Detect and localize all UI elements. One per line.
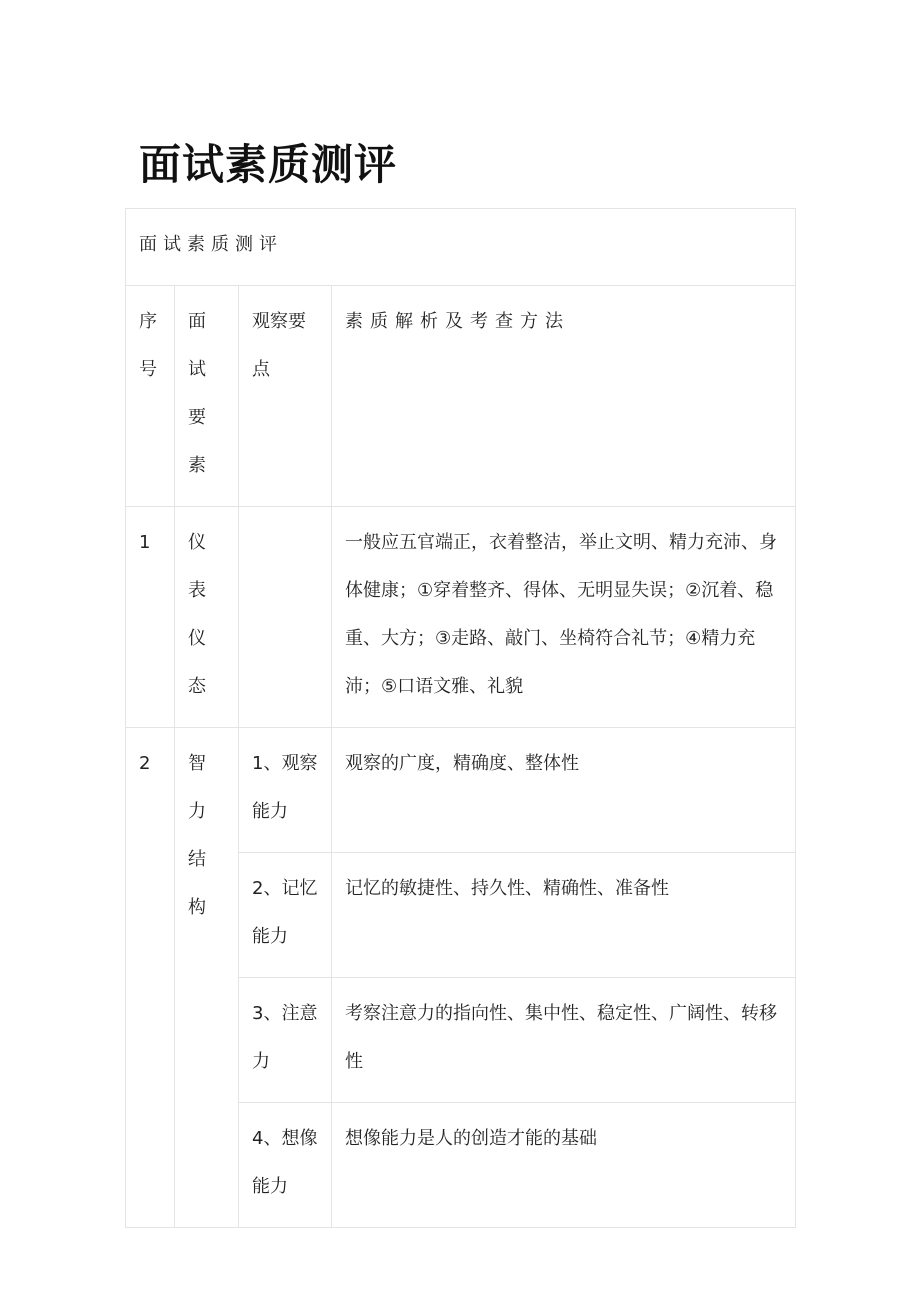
row-element-char: 仪 — [188, 628, 206, 649]
header-seq-char: 序 — [139, 311, 157, 332]
row-element — [175, 728, 239, 1228]
sub-observation: 3、注意力 — [239, 978, 332, 1103]
header-element-char: 面 — [188, 311, 206, 332]
evaluation-table — [125, 208, 796, 1228]
row-element-char: 智 — [188, 753, 206, 774]
sub-observation: 2、记忆能力 — [239, 853, 332, 978]
row-element-char: 力 — [188, 801, 206, 822]
sub-analysis: 想像能力是人的创造才能的基础 — [332, 1103, 796, 1228]
header-element-char: 要 — [188, 407, 206, 428]
table-caption: 面试素质测评 — [126, 209, 796, 286]
header-seq-char: 号 — [139, 359, 157, 380]
table-row — [126, 728, 796, 853]
row-element-char: 仪 — [188, 532, 206, 553]
header-element — [175, 286, 239, 507]
row-observation — [239, 507, 332, 728]
row-analysis: 一般应五官端正，衣着整洁，举止文明、精力充沛、身体健康；①穿着整齐、得体、无明显失误；②沉着、稳重、大方；③走路、敲门、坐椅符合礼节；④精力充沛；⑤口语文雅、礼貌 — [332, 507, 796, 728]
row-element — [175, 507, 239, 728]
header-element-char: 素 — [188, 455, 206, 476]
row-element-char: 表 — [188, 580, 206, 601]
header-row — [126, 286, 796, 507]
row-seq: 1 — [126, 507, 175, 728]
header-analysis: 素质解析及考查方法 — [332, 286, 796, 507]
header-observation: 观察要点 — [239, 286, 332, 507]
sub-observation: 4、想像能力 — [239, 1103, 332, 1228]
sub-analysis: 考察注意力的指向性、集中性、稳定性、广阔性、转移性 — [332, 978, 796, 1103]
sub-observation: 1、观察能力 — [239, 728, 332, 853]
row-element-char: 结 — [188, 849, 206, 870]
row-element-char: 态 — [188, 676, 206, 697]
header-seq — [126, 286, 175, 507]
sub-analysis: 记忆的敏捷性、持久性、精确性、准备性 — [332, 853, 796, 978]
sub-analysis: 观察的广度，精确度、整体性 — [332, 728, 796, 853]
caption-row — [126, 209, 796, 286]
row-seq: 2 — [126, 728, 175, 1228]
row-element-char: 构 — [188, 897, 206, 918]
document-title: 面试素质测评 — [139, 140, 398, 189]
header-element-char: 试 — [188, 359, 206, 380]
table-row — [126, 507, 796, 728]
